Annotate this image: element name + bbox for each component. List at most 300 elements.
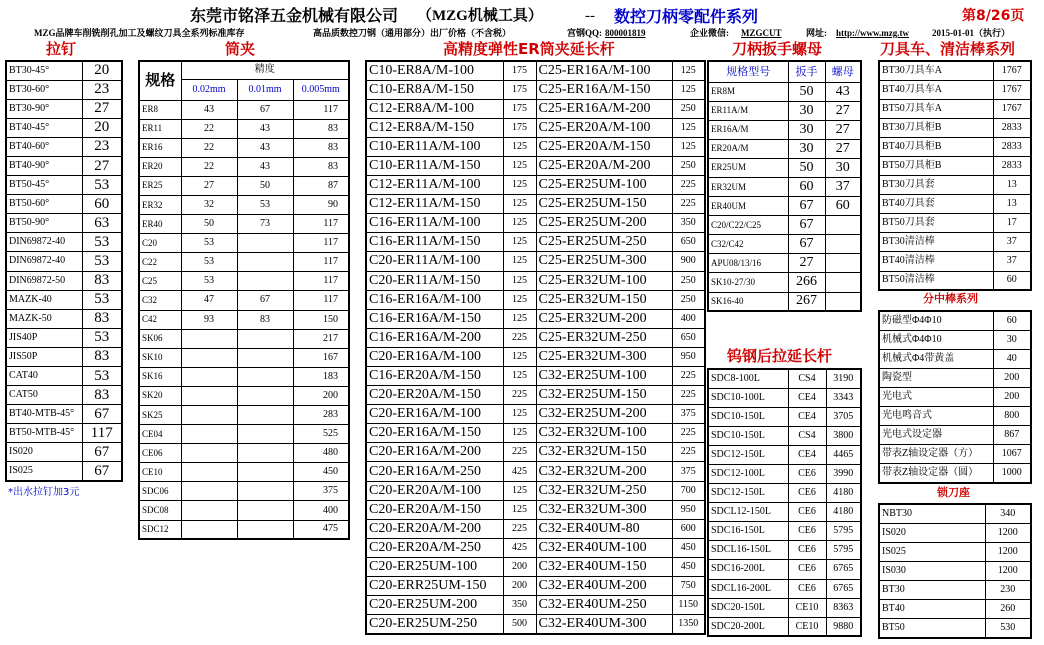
collet-price-002	[181, 406, 237, 425]
collet-price-001	[237, 406, 293, 425]
tungsten-price: 3990	[826, 464, 861, 483]
pull-stud-row	[6, 252, 122, 271]
pull-stud-model: BT30-90°	[6, 99, 82, 118]
collet-row	[139, 119, 349, 138]
pull-stud-row	[6, 195, 122, 214]
tungsten-model: SDC10-150L	[708, 407, 788, 426]
center-bar-row	[879, 368, 1031, 387]
extension-price: 125	[672, 80, 705, 99]
extension-price: 125	[503, 271, 536, 290]
pull-stud-row	[6, 424, 122, 443]
tool-holder-row	[879, 80, 1031, 99]
tool-holder-price: 2833	[993, 137, 1031, 156]
wechat-value[interactable]: MZGCUT	[741, 28, 782, 38]
collet-spec: ER8	[139, 100, 181, 119]
extension-model: C32-ER25UM-100	[536, 367, 672, 386]
tool-holder-price: 13	[993, 176, 1031, 195]
collet-price-002	[181, 329, 237, 348]
collet-row	[139, 272, 349, 291]
tool-holder-model: BT30刀具车A	[879, 61, 993, 80]
extension-price: 950	[672, 347, 705, 366]
pull-stud-price: 53	[82, 233, 122, 252]
extension-row	[366, 214, 705, 233]
tungsten-price: 8363	[826, 598, 861, 617]
center-bar-row	[879, 464, 1031, 483]
extension-model: C32-ER40UM-200	[536, 577, 672, 596]
extension-model: C16-ER16A/M-200	[366, 328, 503, 347]
tool-holder-model: BT40刀具车A	[879, 80, 993, 99]
tool-holder-model: BT30清洁棒	[879, 233, 993, 252]
collet-price-0005: 217	[293, 329, 349, 348]
extension-model: C25-ER32UM-200	[536, 309, 672, 328]
extension-model: C20-ER25UM-100	[366, 557, 503, 576]
collet-price-002: 93	[181, 310, 237, 329]
collet-row	[139, 444, 349, 463]
pull-stud-model: JIS40P	[6, 328, 82, 347]
extension-price: 225	[503, 519, 536, 538]
collet-spec: SK16	[139, 367, 181, 386]
pull-stud-row	[6, 290, 122, 309]
pull-stud-model: BT50-90°	[6, 214, 82, 233]
wrench-price: 50	[788, 158, 825, 177]
collet-price-001: 73	[237, 215, 293, 234]
extension-row	[366, 328, 705, 347]
extension-price: 450	[672, 538, 705, 557]
tungsten-row	[708, 484, 861, 503]
extension-model: C32-ER25UM-150	[536, 386, 672, 405]
extension-model: C20-ER16A/M-100	[366, 405, 503, 424]
extension-model: C32-ER40UM-100	[536, 538, 672, 557]
collet-price-001: 50	[237, 176, 293, 195]
tool-holder-model: BT30刀具套	[879, 176, 993, 195]
extension-model: C32-ER32UM-250	[536, 481, 672, 500]
extension-model: C12-ER11A/M-100	[366, 176, 503, 195]
collet-spec: C20	[139, 234, 181, 253]
tungsten-collet: CE6	[788, 560, 826, 579]
pull-stud-model: BT50-MTB-45°	[6, 424, 82, 443]
collet-price-0005: 83	[293, 157, 349, 176]
tool-holder-price: 60	[993, 271, 1031, 290]
extension-price: 175	[503, 61, 536, 80]
extension-model: C32-ER32UM-300	[536, 500, 672, 519]
pull-stud-row	[6, 347, 122, 366]
pull-stud-row	[6, 405, 122, 424]
center-bar-price: 800	[993, 406, 1031, 425]
pull-stud-row	[6, 176, 122, 195]
extension-model: C20-ER16A/M-200	[366, 443, 503, 462]
tungsten-row	[708, 369, 861, 388]
pull-stud-price: 53	[82, 252, 122, 271]
collet-row	[139, 501, 349, 520]
lock-seat-model: IS030	[879, 561, 985, 580]
center-bar-price: 1000	[993, 464, 1031, 483]
pull-stud-model: BT40-MTB-45°	[6, 405, 82, 424]
lock-seat-row	[879, 580, 1031, 599]
center-bar-price: 60	[993, 311, 1031, 330]
center-bar-row	[879, 387, 1031, 406]
collet-price-002	[181, 348, 237, 367]
collet-price-001	[237, 520, 293, 539]
collet-price-001	[237, 425, 293, 444]
wrench-row	[708, 139, 861, 158]
lock-seat-price: 1200	[985, 542, 1031, 561]
tungsten-model: SDC12-150L	[708, 484, 788, 503]
extension-model: C16-ER16A/M-150	[366, 309, 503, 328]
collet-price-0005: 450	[293, 463, 349, 482]
pull-stud-model: DIN69872-50	[6, 271, 82, 290]
extension-row	[366, 137, 705, 156]
collet-spec: ER11	[139, 119, 181, 138]
nut-price	[825, 235, 861, 254]
extension-model: C25-ER32UM-100	[536, 271, 672, 290]
tungsten-price: 6765	[826, 579, 861, 598]
extension-price: 125	[503, 367, 536, 386]
extension-row	[366, 80, 705, 99]
tungsten-row	[708, 464, 861, 483]
center-bar-row	[879, 445, 1031, 464]
nut-price: 27	[825, 120, 861, 139]
site-label: 网址:	[806, 28, 827, 38]
pull-stud-row	[6, 367, 122, 386]
collet-price-0005: 200	[293, 386, 349, 405]
collet-price-0005: 117	[293, 100, 349, 119]
wrench-model: SK10-27/30	[708, 273, 788, 292]
extension-model: C25-ER25UM-100	[536, 176, 672, 195]
collet-spec: CE04	[139, 425, 181, 444]
extension-model: C20-ERR25UM-150	[366, 577, 503, 596]
pull-stud-price: 20	[82, 61, 122, 80]
collet-price-002	[181, 482, 237, 501]
extension-price: 125	[672, 118, 705, 137]
extension-price: 225	[672, 195, 705, 214]
lock-seat-price: 340	[985, 504, 1031, 523]
nut-price: 30	[825, 158, 861, 177]
collet-price-001	[237, 329, 293, 348]
tungsten-price: 4180	[826, 484, 861, 503]
collet-spec: ER20	[139, 157, 181, 176]
center-bar-price: 200	[993, 387, 1031, 406]
collet-price-001	[237, 482, 293, 501]
collet-price-0005: 150	[293, 310, 349, 329]
collet-head-precision: 精度	[181, 61, 349, 79]
extension-price: 125	[672, 137, 705, 156]
brand-name: （MZG机械工具）	[417, 8, 543, 24]
extension-model: C25-ER20A/M-200	[536, 156, 672, 175]
lock-seat-title: 锁刀座	[937, 486, 970, 499]
extension-price: 250	[672, 156, 705, 175]
tungsten-row	[708, 617, 861, 636]
extension-model: C20-ER16A/M-150	[366, 424, 503, 443]
pull-stud-row	[6, 99, 122, 118]
site-link[interactable]: http://www.mzg.tw	[836, 28, 909, 38]
extension-model: C16-ER11A/M-150	[366, 233, 503, 252]
extension-row	[366, 443, 705, 462]
nut-price: 27	[825, 139, 861, 158]
nut-price	[825, 292, 861, 311]
extension-model: C25-ER16A/M-100	[536, 61, 672, 80]
tungsten-collet: CE6	[788, 579, 826, 598]
extension-price: 250	[672, 290, 705, 309]
wrench-price: 267	[788, 292, 825, 311]
center-bar-model: 光电式	[879, 387, 993, 406]
collet-price-0005: 117	[293, 215, 349, 234]
tungsten-model: SDCL16-150L	[708, 541, 788, 560]
extension-row	[366, 500, 705, 519]
extension-row	[366, 233, 705, 252]
extension-price: 375	[672, 405, 705, 424]
pull-stud-model: CAT40	[6, 367, 82, 386]
wrench-row	[708, 292, 861, 311]
center-bar-price: 200	[993, 368, 1031, 387]
center-bar-price: 30	[993, 330, 1031, 349]
pull-stud-model: BT50-60°	[6, 195, 82, 214]
extension-model: C25-ER25UM-300	[536, 252, 672, 271]
tungsten-row	[708, 522, 861, 541]
extension-row	[366, 538, 705, 557]
collet-row	[139, 386, 349, 405]
extension-model: C32-ER32UM-150	[536, 443, 672, 462]
extension-price: 200	[503, 557, 536, 576]
pull-stud-row	[6, 386, 122, 405]
collet-spec: C42	[139, 310, 181, 329]
extension-model: C20-ER11A/M-150	[366, 271, 503, 290]
extension-row	[366, 347, 705, 366]
extension-model: C32-ER32UM-200	[536, 462, 672, 481]
collet-price-001	[237, 253, 293, 272]
extension-model: C25-ER20A/M-100	[536, 118, 672, 137]
collet-price-002: 53	[181, 272, 237, 291]
wrench-head-model: 规格型号	[708, 61, 788, 82]
extension-price: 125	[503, 405, 536, 424]
collet-price-0005: 480	[293, 444, 349, 463]
wrench-model: ER40UM	[708, 197, 788, 216]
collet-price-001: 43	[237, 119, 293, 138]
tungsten-collet: CE4	[788, 445, 826, 464]
extension-model: C20-ER20A/M-200	[366, 519, 503, 538]
pull-stud-title: 拉钉	[46, 40, 77, 58]
page-number: 第8/26页	[962, 8, 1025, 24]
pull-stud-price: 23	[82, 137, 122, 156]
extension-price: 1350	[672, 615, 705, 634]
center-bar-price: 40	[993, 349, 1031, 368]
extension-model: C25-ER16A/M-150	[536, 80, 672, 99]
collet-row	[139, 291, 349, 310]
collet-spec: SK25	[139, 406, 181, 425]
wrench-head-wrench: 扳手	[788, 61, 825, 82]
collet-price-0005: 83	[293, 138, 349, 157]
collet-spec: ER32	[139, 195, 181, 214]
extension-price: 650	[672, 233, 705, 252]
collet-spec: C22	[139, 253, 181, 272]
lock-seat-price: 1200	[985, 561, 1031, 580]
extension-row	[366, 481, 705, 500]
tungsten-collet: CE10	[788, 598, 826, 617]
tungsten-row	[708, 541, 861, 560]
collet-price-001	[237, 463, 293, 482]
tungsten-model: SDC12-150L	[708, 445, 788, 464]
pull-stud-note: *出水拉钉加3元	[8, 487, 80, 498]
tungsten-model: SDC16-200L	[708, 560, 788, 579]
extension-row	[366, 462, 705, 481]
pull-stud-price: 23	[82, 80, 122, 99]
effective-date: 2015-01-01（执行）	[932, 28, 1010, 38]
collet-price-002: 47	[181, 291, 237, 310]
extension-price: 175	[503, 118, 536, 137]
collet-row	[139, 310, 349, 329]
extension-price: 225	[503, 386, 536, 405]
extension-model: C20-ER16A/M-100	[366, 347, 503, 366]
pull-stud-row	[6, 118, 122, 137]
pull-stud-price: 83	[82, 309, 122, 328]
collet-spec: SK10	[139, 348, 181, 367]
lock-seat-model: BT30	[879, 580, 985, 599]
extension-row	[366, 577, 705, 596]
tungsten-collet: CS4	[788, 369, 826, 388]
tungsten-model: SDC20-150L	[708, 598, 788, 617]
tungsten-price: 3190	[826, 369, 861, 388]
extension-price: 125	[503, 481, 536, 500]
lock-seat-price: 530	[985, 619, 1031, 638]
extension-model: C10-ER8A/M-100	[366, 61, 503, 80]
nut-price	[825, 216, 861, 235]
nut-price: 37	[825, 177, 861, 196]
collet-spec: SDC12	[139, 520, 181, 539]
extension-model: C20-ER11A/M-100	[366, 252, 503, 271]
extension-model: C12-ER8A/M-100	[366, 99, 503, 118]
extension-model: C32-ER25UM-200	[536, 405, 672, 424]
extension-row	[366, 424, 705, 443]
extension-model: C12-ER8A/M-150	[366, 118, 503, 137]
extension-model: C25-ER25UM-250	[536, 233, 672, 252]
extension-price: 125	[672, 61, 705, 80]
extension-row	[366, 290, 705, 309]
extension-model: C25-ER32UM-150	[536, 290, 672, 309]
wrench-model: ER20A/M	[708, 139, 788, 158]
tungsten-price: 5795	[826, 541, 861, 560]
extension-price: 750	[672, 577, 705, 596]
header-dash: --	[585, 8, 595, 24]
collet-price-001: 67	[237, 100, 293, 119]
tool-holder-price: 1767	[993, 61, 1031, 80]
extension-table	[365, 60, 706, 635]
pull-stud-price: 63	[82, 214, 122, 233]
collet-row	[139, 463, 349, 482]
center-bar-row	[879, 311, 1031, 330]
tungsten-price: 3705	[826, 407, 861, 426]
tungsten-price: 3343	[826, 388, 861, 407]
extension-price: 700	[672, 481, 705, 500]
nut-price: 43	[825, 82, 861, 101]
collet-row	[139, 367, 349, 386]
extension-model: C25-ER16A/M-200	[536, 99, 672, 118]
collet-price-002	[181, 425, 237, 444]
pull-stud-price: 27	[82, 156, 122, 175]
collet-price-002: 50	[181, 215, 237, 234]
nut-price: 60	[825, 197, 861, 216]
center-bar-price: 1067	[993, 445, 1031, 464]
wrench-model: C20/C22/C25	[708, 216, 788, 235]
tungsten-row	[708, 388, 861, 407]
collet-spec: CE06	[139, 444, 181, 463]
extension-row	[366, 519, 705, 538]
extension-row	[366, 386, 705, 405]
collet-row	[139, 348, 349, 367]
extension-row	[366, 557, 705, 576]
qq-value[interactable]: 800001819	[605, 28, 646, 38]
nut-price: 27	[825, 101, 861, 120]
extension-row	[366, 176, 705, 195]
collet-price-001	[237, 386, 293, 405]
collet-row	[139, 176, 349, 195]
collet-price-002: 43	[181, 100, 237, 119]
center-bar-model: 机械式Φ4带黄盖	[879, 349, 993, 368]
center-bar-row	[879, 426, 1031, 445]
extension-row	[366, 156, 705, 175]
collet-price-002	[181, 444, 237, 463]
collet-price-0005: 117	[293, 272, 349, 291]
lock-seat-row	[879, 542, 1031, 561]
tungsten-model: SDC16-150L	[708, 522, 788, 541]
collet-price-001	[237, 272, 293, 291]
collet-head-spec: 规格	[139, 61, 181, 100]
center-bar-title: 分中棒系列	[923, 292, 978, 305]
extension-price: 125	[503, 137, 536, 156]
wrench-price: 266	[788, 273, 825, 292]
collet-spec: SK06	[139, 329, 181, 348]
tool-holder-row	[879, 214, 1031, 233]
extension-price: 125	[503, 500, 536, 519]
extension-price: 225	[672, 424, 705, 443]
pull-stud-model: DIN69872-40	[6, 233, 82, 252]
tungsten-collet: CE6	[788, 484, 826, 503]
center-bar-row	[879, 349, 1031, 368]
wrench-row	[708, 273, 861, 292]
tungsten-collet: CE6	[788, 503, 826, 522]
extension-price: 250	[672, 271, 705, 290]
extension-price: 125	[503, 233, 536, 252]
tool-holder-model: BT50刀具柜B	[879, 156, 993, 175]
extension-model: C20-ER20A/M-150	[366, 386, 503, 405]
lock-seat-price: 260	[985, 599, 1031, 618]
extension-row	[366, 309, 705, 328]
wrench-model: ER11A/M	[708, 101, 788, 120]
wrench-row	[708, 158, 861, 177]
extension-row	[366, 615, 705, 634]
extension-model: C10-ER11A/M-150	[366, 156, 503, 175]
collet-row	[139, 195, 349, 214]
tungsten-price: 6765	[826, 560, 861, 579]
tungsten-row	[708, 407, 861, 426]
tool-holder-model: BT40刀具柜B	[879, 137, 993, 156]
collet-head-p2: 0.01mm	[237, 79, 293, 100]
lock-seat-row	[879, 561, 1031, 580]
tool-holder-price: 1767	[993, 80, 1031, 99]
extension-model: C25-ER25UM-200	[536, 214, 672, 233]
extension-row	[366, 367, 705, 386]
lock-seat-price: 230	[985, 580, 1031, 599]
extension-price: 425	[503, 462, 536, 481]
extension-price: 125	[503, 214, 536, 233]
extension-model: C10-ER11A/M-100	[366, 137, 503, 156]
extension-price: 225	[672, 176, 705, 195]
collet-price-002	[181, 386, 237, 405]
pull-stud-price: 53	[82, 290, 122, 309]
tool-holder-model: BT50刀具车A	[879, 99, 993, 118]
wrench-row	[708, 82, 861, 101]
tool-holder-model: BT50刀具套	[879, 214, 993, 233]
pull-stud-model: BT30-45°	[6, 61, 82, 80]
tool-holder-model: BT40清洁棒	[879, 252, 993, 271]
